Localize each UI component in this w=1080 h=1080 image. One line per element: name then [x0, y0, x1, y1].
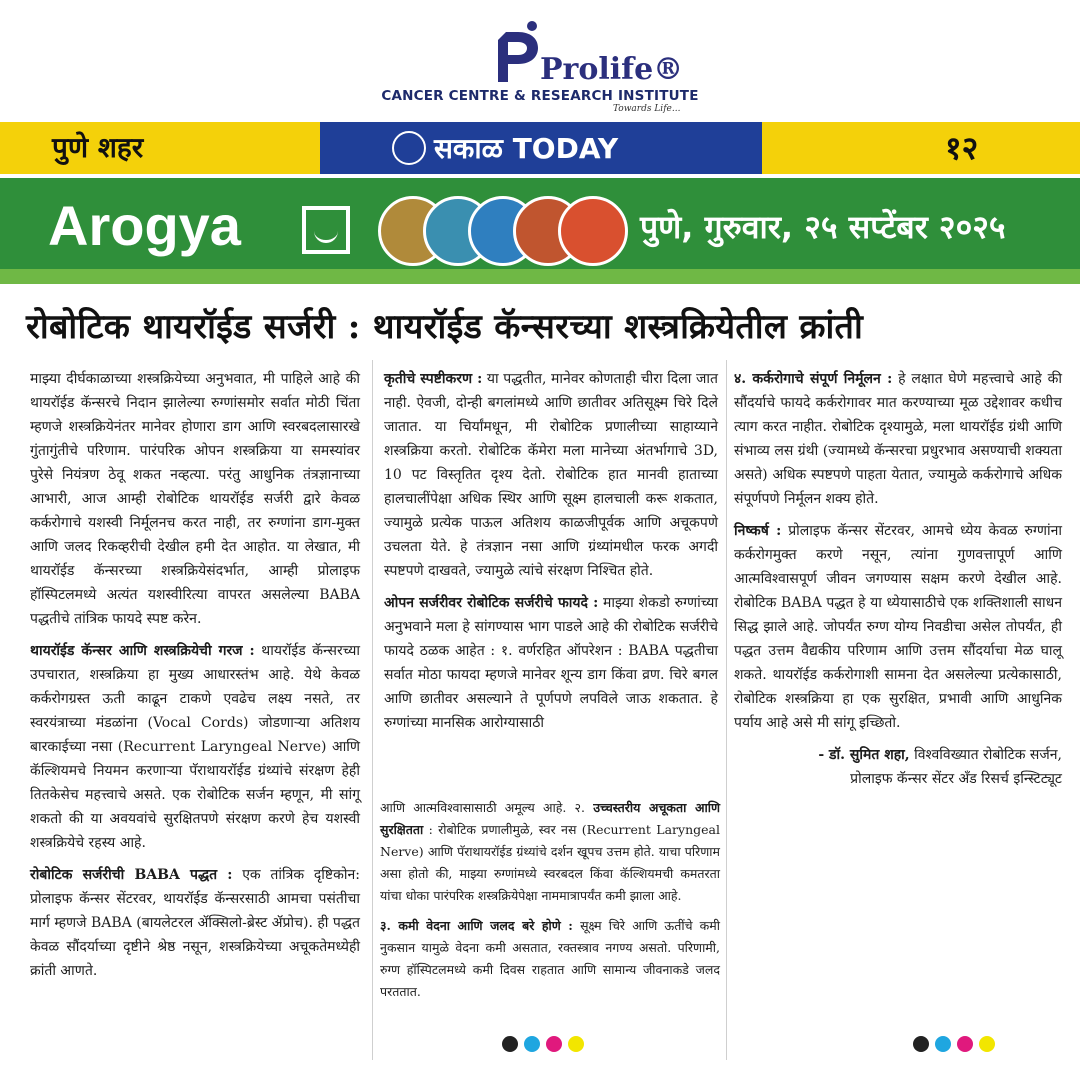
sakal-emblem-icon [392, 131, 426, 165]
paragraph: निष्कर्ष : प्रोलाइफ कॅन्सर सेंटरवर, आमचे ध्येय केवळ रुग्णांना कर्करोगमुक्त करणे नसून, त्यांना गुणवत्तापूर्ण आणि आत्मविश्वासपूर्ण जीवन जगण्यास सक्षम करणे देखील आहे. रोबोटिक BABA पद्धत हे या ध्येयासाठीचे एक शक्तिशाली साधन सिद्ध झाले आहे. जोपर्यंत रुग्ण योग्य निवडीचा असेल तोपर्यंत, ही पद्धत उत्तम वैद्यकीय परिणाम आणि उत्तम सौंदर्याचा मेळ घालू शकते. थायरॉईड कर्करोगाशी सामना देत असलेल्या प्रत्येकासाठी, रोबोटिक शस्त्रक्रिया हा एक सुरक्षित, प्रभावी आणि आधुनिक पर्याय आहे असे मी सांगू इच्छितो. [734, 523, 1062, 731]
health-icons [378, 196, 628, 268]
article-column-3 [734, 367, 1062, 799]
article-column-2-continued [380, 797, 720, 1011]
heart-icon [558, 196, 628, 266]
registration-dot [502, 1036, 518, 1052]
tagline: Towards Life... [613, 104, 681, 114]
print-marks-center [502, 1036, 584, 1052]
paper-logo [392, 127, 692, 169]
paragraph: माझ्या दीर्घकाळाच्या शस्त्रक्रियेच्या अनुभवात, मी पाहिले आहे की थायरॉईड कॅन्सरचे निदान झालेल्या रुग्णांसमोर सर्वात मोठी चिंता म्हणजे शस्त्रक्रियेनंतर मानेवर होणारा डाग आणि स्वरबदलासारखे गुंतागुंतीचे परिणाम. पारंपरिक ओपन शस्त्रक्रिया या समस्यांवर पुरेसे नियंत्रण ठेवू शकत नव्हत्या. परंतु आधुनिक तंत्रज्ञानाच्या आभारी, आज आम्ही रोबोटिक थायरॉईड सर्जरी द्वारे केवळ कर्करोगाचे यशस्वी निर्मूलनच करत नाही, तर रुग्णांना डाग-मुक्त आणि जलद रिकव्हरीची देखील हमी देत आहोत. या लेखात, मी थायरॉईड कॅन्सरच्या शस्त्रक्रियेसंदर्भात, आम्ही प्रोलाइफ हॉस्पिटलमध्ये अत्यंत यशस्वीरित्या वापरत असलेल्या BABA पद्धतीचे तांत्रिक फायदे स्पष्ट करेन. [30, 371, 360, 627]
registration-dot [568, 1036, 584, 1052]
city-label: पुणे शहर [52, 131, 144, 164]
byline: - डॉ. सुमित शहा, विश्वविख्यात रोबोटिक सर्जन, प्रोलाइफ कॅन्सर सेंटर अँड रिसर्च इन्स्टिट्यूट [818, 747, 1062, 787]
paragraph: ३. कमी वेदना आणि जलद बरे होणे : सूक्ष्म चिरे आणि ऊतींचे कमी नुकसान यामुळे वेदना कमी असतात, रक्तस्त्राव नगण्य असतो. परिणामी, रुग्ण हॉस्पिटलमध्ये कमी दिवस राहतात आणि सामान्य जीवनाकडे जलद परततात. [380, 918, 720, 999]
registration-dot [935, 1036, 951, 1052]
paragraph: कृतीचे स्पष्टीकरण : या पद्धतीत, मानेवर कोणताही चीरा दिला जात नाही. ऐवजी, दोन्ही बगलांमध्ये आणि छातीवर अतिसूक्ष्म चिरे दिले जातात. या चिर्यांमधून, मी रोबोटिक प्रणालीच्या साहाय्याने शस्त्रक्रिया करतो. रोबोटिक कॅमेरा मला मानेच्या अंतर्भागाचे 3D, 10 पट विस्तृतित दृश्य देतो. रोबोटिक हात मानवी हाताच्या हालचालींपेक्षा अधिक स्थिर आणि सूक्ष्म हालचाली करू शकतात, ज्यामुळे प्रत्येक पाऊल अतिशय काळजीपूर्वक आणि अचूकपणे उचलता येते. हे तंत्रज्ञान नसा आणि ग्रंथ्यांमधील फरक अगदी स्पष्टपणे दाखवते, ज्यामुळे त्यांचे संरक्षण निश्चित होते. [384, 371, 718, 579]
registration-dot [546, 1036, 562, 1052]
paragraph: थायरॉईड कॅन्सर आणि शस्त्रक्रियेची गरज : थायरॉईड कॅन्सरच्या उपचारात, शस्त्रक्रिया हा मुख्य आधारस्तंभ आहे. येथे केवळ कर्करोगग्रस्त ऊती काढून टाकणे एवढेच लक्ष्य नसते, तर स्वरयंत्राच्या मंडळांना (Vocal Cords) जोडणाऱ्या अतिशय बारकाईच्या नसा (Recurrent Laryngeal Nerve) आणि कॅल्शियमचे नियमन करणाऱ्या पॅराथायरॉईड ग्रंथ्यांचे संरक्षण हेही तितकेसेच महत्त्वाचे असते. एक रोबोटिक सर्जन म्हणून, मी सांगू शकतो की या अवयवांचे सुरक्षितपणे संरक्षण करणे हेच यशस्वी शस्त्रक्रियेचे रहस्य आहे. [30, 643, 360, 851]
article-column-2 [384, 367, 718, 743]
column-divider [372, 360, 373, 1060]
page-number: १२ [945, 129, 979, 167]
registration-dot [979, 1036, 995, 1052]
section-title: Arogya [48, 194, 241, 257]
logo-text: Prolife® [540, 52, 684, 87]
paragraph: आणि आत्मविश्वासासाठी अमूल्य आहे. २. उच्चस्तरीय अचूकता आणि सुरक्षितता : रोबोटिक प्रणालीमुळे, स्वर नस (Recurrent Laryngeal Nerve) आणि पॅराथायरॉईड ग्रंथ्यांचे दर्शन खूपच उत्तम होते. याचा परिणाम असा होतो की, माझ्या रुग्णांमध्ये स्वरबदल किंवा कॅल्शियमची कमतरता यांचा धोका पारंपरिक शस्त्रक्रियेपेक्षा नाममात्रापर्यंत कमी झाला आहे. [380, 800, 721, 903]
registration-dot [957, 1036, 973, 1052]
print-marks-right [913, 1036, 995, 1052]
article-column-1 [30, 367, 360, 991]
paragraph: ओपन सर्जरीवर रोबोटिक सर्जरीचे फायदे : माझ्या शेकडो रुग्णांच्या अनुभवाने मला हे सांगण्यास भाग पाडले आहे की रोबोटिक सर्जरीचे फायदे ठळक आहेत : १. वर्णरहित ऑपरेशन : BABA पद्धतीचा सर्वात मोठा फायदा म्हणजे मानेवर शून्य डाग किंवा व्रण. चिरे बगल आणि छातीवर असल्याने ते पूर्णपणे लपविले जाऊ शकतात. हे रुग्णांच्या मानसिक आरोग्यासाठी [384, 595, 718, 731]
brand-header [0, 12, 1080, 117]
column-divider [726, 360, 727, 1060]
paper-name: सकाळ TODAY [434, 132, 619, 165]
prolife-logo-icon [492, 20, 544, 84]
paragraph: रोबोटिक सर्जरीची BABA पद्धत : एक तांत्रिक दृष्टिकोन: प्रोलाइफ कॅन्सर सेंटरवर, थायरॉईड कॅन्सरसाठी आमचा पसंतीचा मार्ग म्हणजे BABA (बायलेटरल ॲक्सिलो-ब्रेस्ट ॲप्रोच). ही पद्धत केवळ सौंदर्याच्या दृष्टीने श्रेष्ठ नसून, शस्त्रक्रियेच्या अचूकतेमध्येही क्रांती आणते. [30, 867, 360, 979]
leaf-icon [302, 206, 350, 254]
section-band-stripe [0, 269, 1080, 284]
paragraph: ४. कर्करोगाचे संपूर्ण निर्मूलन : हे लक्षात घेणे महत्त्वाचे आहे की सौंदर्याचे फायदे कर्करोगावर मात करण्याच्या मूळ उद्देशावर कधीच त्याग करत नाहीत. रोबोटिक दृश्यामुळे, मला थायरॉईड ग्रंथी आणि संभाव्य लस ग्रंथी (ज्यामध्ये कॅन्सरचा प्रधुरभाव असण्याची शक्यता असते) अधिक स्पष्टपणे पाहता येतात, ज्यामुळे कर्करोगाचे अधिक संपूर्णपणे निर्मूलन शक्य होते. [734, 371, 1062, 507]
issue-date: पुणे, गुरुवार, २५ सप्टेंबर २०२५ [640, 208, 1006, 246]
registration-dot [524, 1036, 540, 1052]
registration-dot [913, 1036, 929, 1052]
article-headline: रोबोटिक थायरॉईड सर्जरी : थायरॉईड कॅन्सरच्या शस्त्रक्रियेतील क्रांती [26, 307, 864, 347]
institute-name: CANCER CENTRE & RESEARCH INSTITUTE [381, 88, 699, 104]
